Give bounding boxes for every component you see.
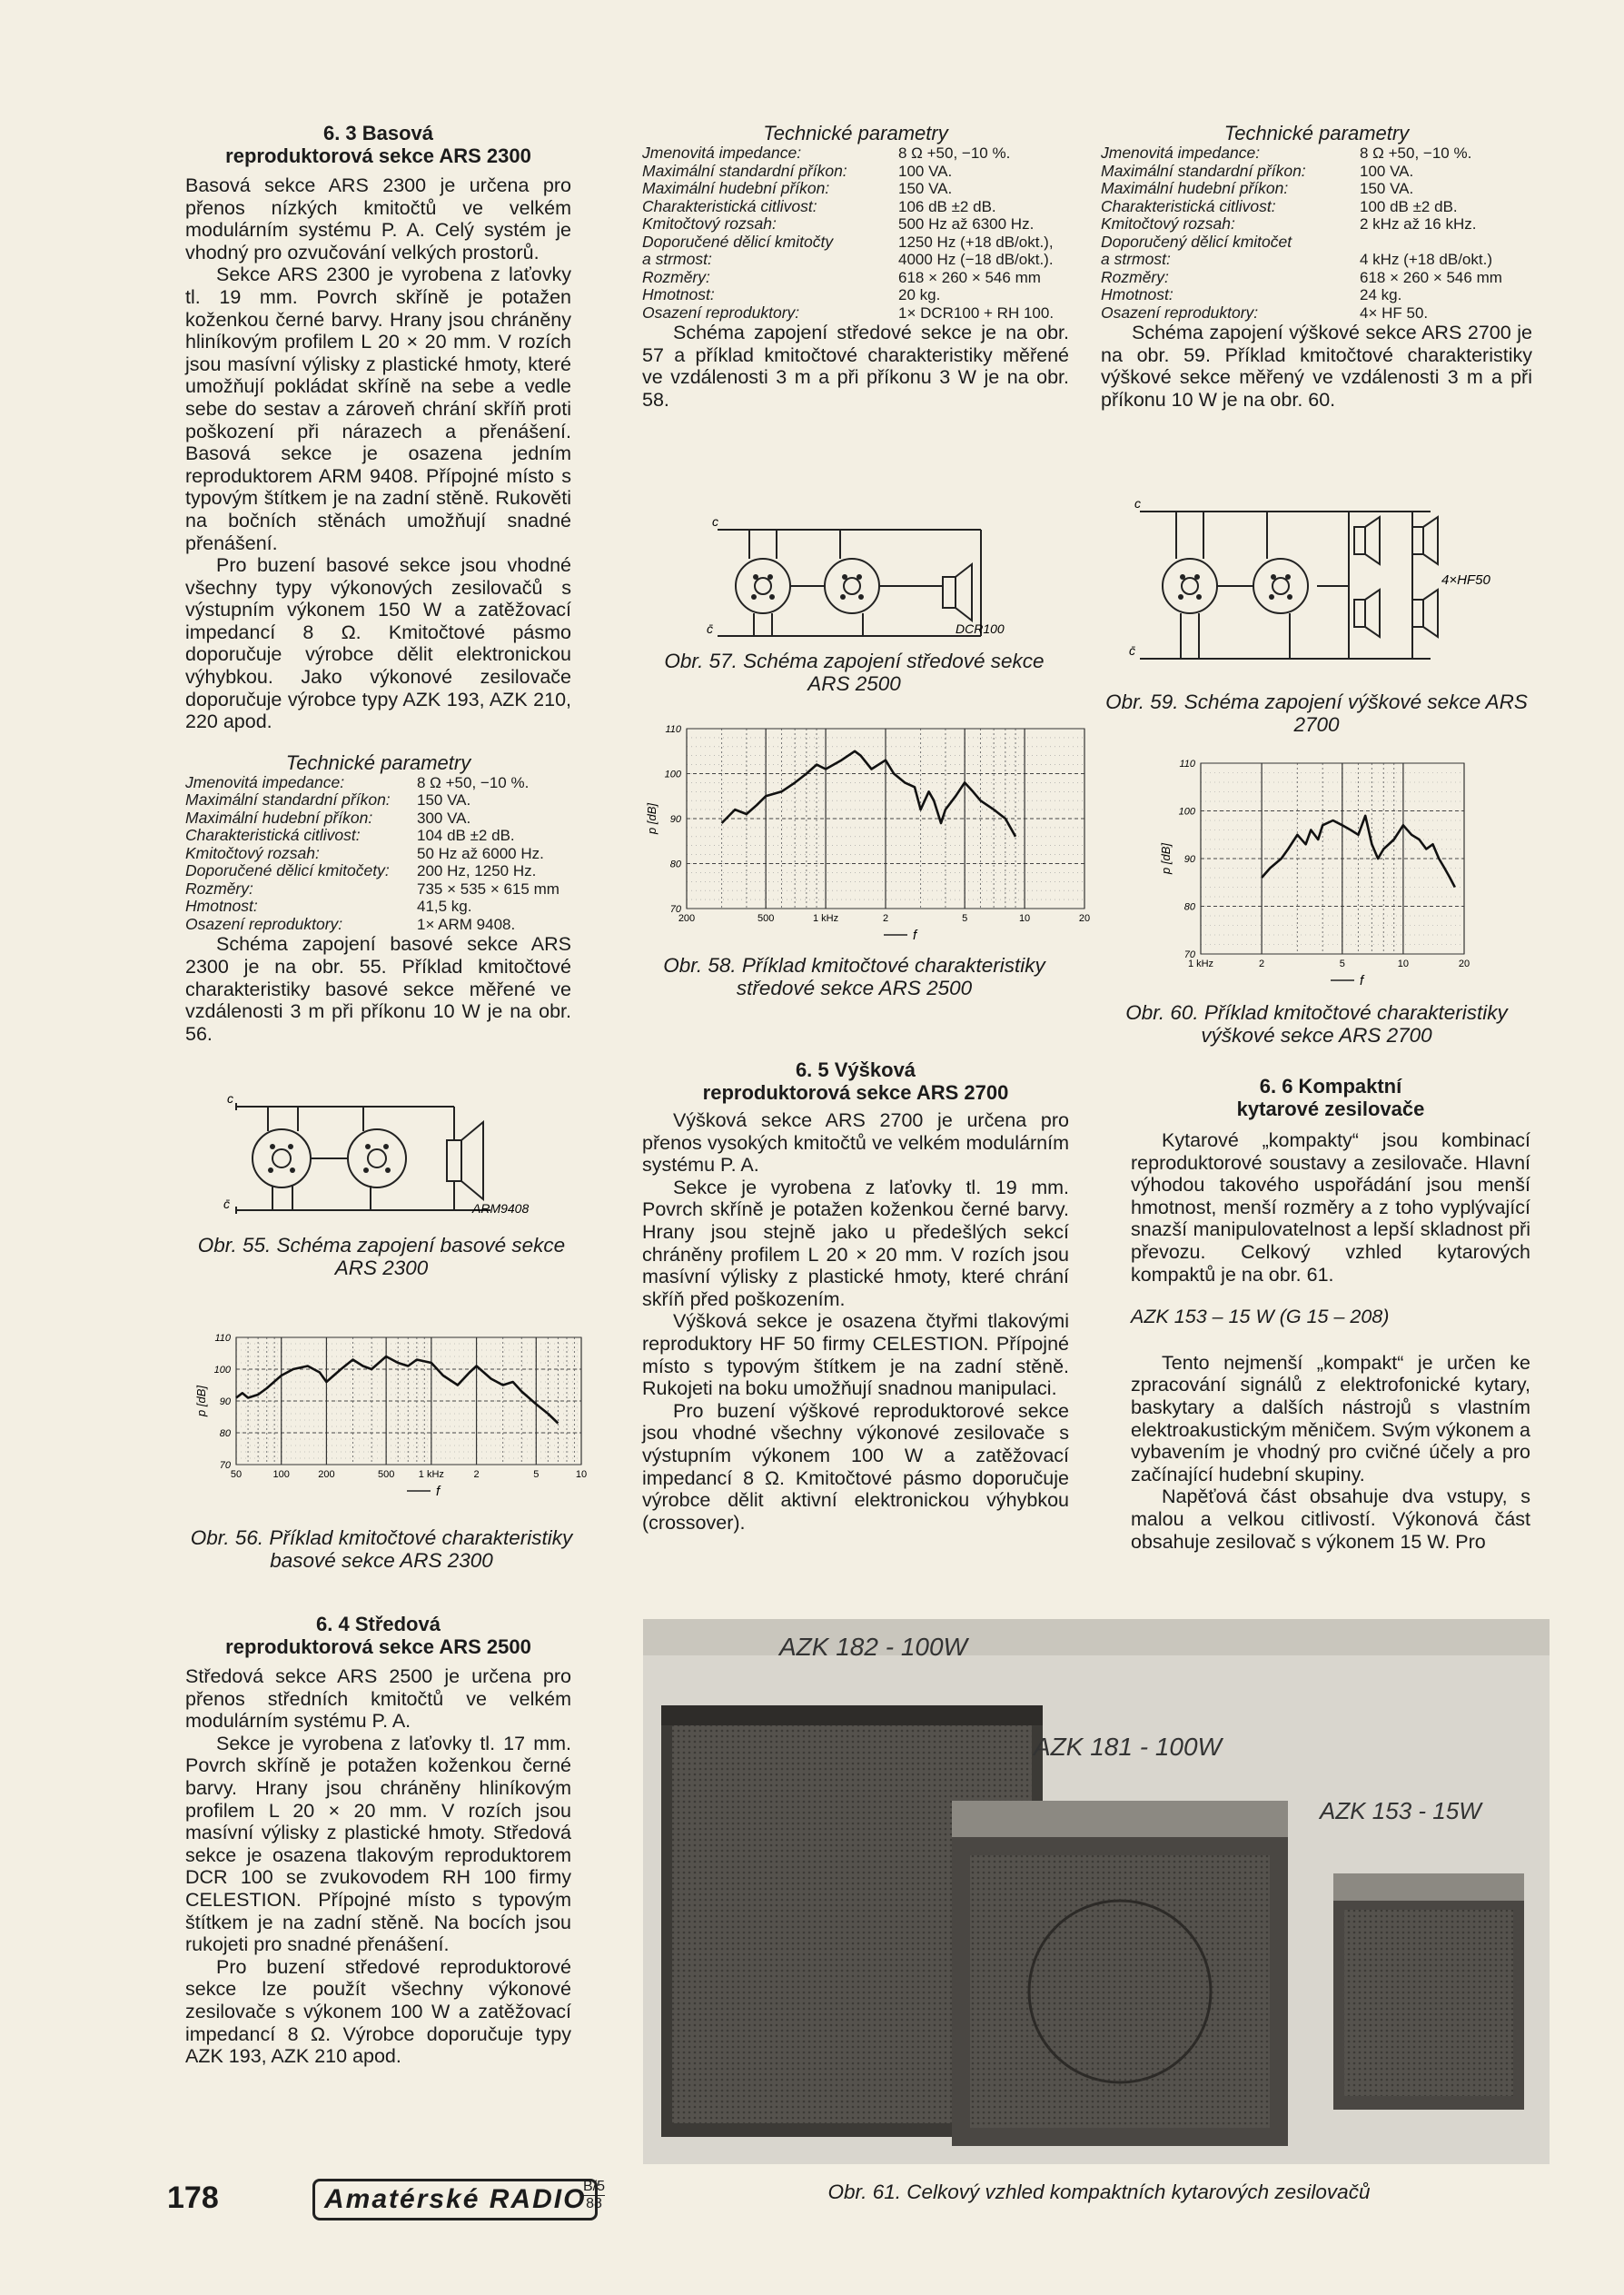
params-row: [1101, 304, 1532, 323]
chart-x-tick-label: 50: [230, 1469, 243, 1480]
chart-x-tick-label: 20: [1078, 913, 1091, 924]
param-value: 1250 Hz (+18 dB/okt.), 4000 Hz (−18 dB/okt.).: [898, 233, 1054, 268]
chart-x-axis-label: f: [1360, 973, 1364, 989]
chart-x-axis-label: f: [436, 1484, 441, 1499]
fig57-circuit: [699, 513, 1045, 645]
param-value: 150 VA.: [898, 180, 953, 197]
amplifiers-illustration: [643, 1619, 1550, 2164]
param-label: Doporučené dělicí kmitočty a strmost:: [642, 232, 834, 268]
chart-y-tick-label: 80: [669, 859, 681, 870]
high-section: [642, 1058, 1069, 1534]
param-label: Maximální standardní příkon:: [1101, 161, 1306, 180]
params-row: [642, 163, 1069, 181]
mid-paragraph: Středová sekce ARS 2500 je určena pro přenos středních kmitočtů ve velkém modulárním systému P. A.: [185, 1665, 571, 1733]
azk-paragraph: Napěťová část obsahuje dva vstupy, s malou a velkou citlivostí. Výkonová část obsahuje zesilovač s výkonem 15 W. Pro: [1131, 1485, 1530, 1553]
param-label: Rozměry:: [642, 267, 710, 286]
params-row: [1101, 180, 1532, 198]
params-row: [185, 916, 571, 934]
chart-y-tick-label: 80: [219, 1428, 231, 1439]
param-label: Maximální standardní příkon:: [642, 161, 847, 180]
chart-y-tick-label: 90: [669, 814, 681, 825]
photo-label-azk181: AZK 181 - 100W: [1034, 1733, 1222, 1761]
params-row: [1101, 198, 1532, 216]
circuit-c-label: c: [1134, 496, 1141, 511]
param-label: Jmenovitá impedance:: [185, 772, 345, 791]
param-value: 100 dB ±2 dB.: [1360, 197, 1458, 215]
chart-series-line: [1262, 816, 1455, 888]
param-label: Maximální hudební příkon:: [642, 179, 830, 197]
high-section-heading: 6. 5 Výšková reproduktorová sekce ARS 2700: [702, 1058, 1009, 1104]
photo-label-azk182: AZK 182 - 100W: [779, 1633, 967, 1661]
param-label: Doporučený dělicí kmitočet a strmost:: [1101, 232, 1292, 268]
chart-x-tick-label: 100: [272, 1469, 290, 1480]
chart-x-tick-label: 200: [318, 1469, 335, 1480]
combo-section-heading: 6. 6 Kompaktní kytarové zesilovače: [1236, 1075, 1425, 1120]
bass-params-table: [185, 774, 571, 934]
params-row: [642, 180, 1069, 198]
param-label: Osazení reproduktory:: [1101, 303, 1259, 322]
middle-column: [642, 122, 1069, 411]
param-value: 2 kHz až 16 kHz.: [1360, 215, 1477, 233]
fig56-chart: [182, 1328, 609, 1510]
param-value: 200 Hz, 1250 Hz.: [417, 862, 537, 880]
param-value: 104 dB ±2 dB.: [417, 827, 515, 845]
chart-x-tick-label: 5: [533, 1469, 540, 1480]
high-paragraph: Sekce je vyrobena z laťovky tl. 19 mm. Povrch skříně je potažen koženkou černé barvy. Hrany jsou stejně jako u předešlých sekcí chráněny profilem L 20 × 20 mm. V rozích jsou masívní výlisky z plastické hmoty, které chrání skříň před poškozením.: [642, 1176, 1069, 1310]
chart-y-tick-label: 80: [1183, 901, 1195, 913]
params-row: [642, 233, 1069, 269]
param-label: Maximální hudební příkon:: [1101, 179, 1289, 197]
high-schema-paragraph: Schéma zapojení výškové sekce ARS 2700 je na obr. 59. Příklad kmitočtové charakteristiky výškové sekce měřený ve vzdálenosti 3 m a při příkonu 10 W je na obr. 60.: [1101, 322, 1532, 411]
chart-x-tick-label: 20: [1458, 959, 1471, 969]
params-row: [1101, 215, 1532, 233]
chart-x-tick-label: 2: [882, 913, 889, 924]
chart-x-tick-label: 2: [473, 1469, 480, 1480]
left-column: [185, 122, 571, 1045]
azk-line: AZK 153 – 15 W (G 15 – 208): [1131, 1306, 1390, 1328]
high-paragraph: Výšková sekce ARS 2700 je určena pro přenos vysokých kmitočtů ve velkém modulárním systému P. A.: [642, 1109, 1069, 1177]
fig59-speaker-label: 4×HF50: [1441, 572, 1490, 588]
param-label: Hmotnost:: [185, 897, 258, 916]
params-row: [642, 198, 1069, 216]
param-value: 618 × 260 × 546 mm: [1360, 268, 1502, 286]
fig59-caption: Obr. 59. Schéma zapojení výškové sekce ARS 2700: [1105, 690, 1528, 736]
circuit-c-bar-label: c̄: [223, 1197, 230, 1211]
chart-x-tick-label: 10: [575, 1469, 588, 1480]
chart-x-tick-label: 5: [1339, 959, 1345, 969]
azk181-cabinet: [952, 1801, 1288, 2146]
chart-x-axis-label: f: [913, 928, 917, 943]
param-label: Charakteristická citlivost:: [185, 826, 361, 845]
bass-section-heading: 6. 3 Basová reproduktorová sekce ARS 2300: [225, 122, 531, 167]
param-value: 300 VA.: [417, 809, 471, 827]
params-row: [185, 880, 571, 899]
param-label: Hmotnost:: [642, 285, 715, 303]
circuit-c-label: c: [712, 514, 718, 529]
mid-schema-paragraph: Schéma zapojení středové sekce je na obr. 57 a příklad kmitočtové charakteristiky měřené ve vzdálenosti 3 m a při příkonu 3 W je na obr. 58.: [642, 322, 1069, 411]
param-label: Jmenovitá impedance:: [642, 144, 802, 162]
chart-y-axis-label: p [dB]: [194, 1386, 208, 1416]
high-paragraph: Pro buzení výškové reproduktorové sekce jsou vhodné všechny výkonové zesilovače s výstupním výkonem 100 W a zatěžovací impedancí 8 Ω. Kmitočtové pásmo doporučuje výrobce dělit aktivní elektronickou výhybkou (crossover).: [642, 1399, 1069, 1534]
mid-paragraph: Pro buzení středové reproduktorové sekce lze použít všechny výkonové zesilovače s výkonem 100 W a zatěžovací impedancí 8 Ω. Výrobce doporučuje typy AZK 193, AZK 210 apod.: [185, 1955, 571, 2068]
chart-y-axis-label: p [dB]: [645, 803, 659, 834]
fig61-caption: Obr. 61. Celkový vzhled kompaktních kytarových zesilovačů: [827, 2181, 1371, 2203]
magazine-logo-text: Amatérské RADIO: [324, 2184, 587, 2214]
param-value: 8 Ω +50, −10 %.: [898, 144, 1011, 162]
param-value: 1× ARM 9408.: [417, 915, 516, 933]
param-value: 20 kg.: [898, 286, 941, 303]
param-value: 4 kHz (+18 dB/okt.): [1360, 251, 1492, 268]
bass-paragraph: Pro buzení basové sekce jsou vhodné všechny typy výkonových zesilovačů s výstupním výkonem 150 W a zatěžovací impedancí 8 Ω. Kmitočtové pásmo doporučuje výrobce dělit elektronickou výhybkou. Jako výkonové zesilovače doporučuje výrobce typy AZK 193, AZK 210, 220 apod.: [185, 554, 571, 733]
chart-y-tick-label: 90: [1183, 854, 1195, 865]
chart-x-tick-label: 5: [962, 913, 968, 924]
chart-y-tick-label: 70: [669, 904, 681, 915]
params-row: [1101, 233, 1532, 269]
mid-section: [185, 1613, 571, 2068]
param-label: Charakteristická citlivost:: [642, 196, 817, 215]
issue-label: B/5: [583, 2179, 606, 2194]
params-row: [185, 845, 571, 863]
circuit-c-label: c: [227, 1091, 233, 1106]
chart-x-tick-label: 10: [1018, 913, 1031, 924]
param-value: 50 Hz až 6000 Hz.: [417, 844, 544, 862]
bass-schema-paragraph: Schéma zapojení basové sekce ARS 2300 je na obr. 55. Příklad kmitočtové charakteristiky basové sekce měřené ve vzdálenosti 3 m při příkonu 10 W je na obr. 56.: [185, 933, 571, 1045]
params-row: [1101, 269, 1532, 287]
param-value: 1× DCR100 + RH 100.: [898, 303, 1055, 322]
high-paragraph: Výšková sekce je osazena čtyřmi tlakovými reproduktory HF 50 firmy CELESTION. Přípojné místo s typovým štítkem je na zadní stěně. Rukojeti na boku umožňují snadnou manipulaci.: [642, 1310, 1069, 1400]
param-value: 100 VA.: [1360, 162, 1414, 180]
fig58-chart: [639, 709, 1112, 945]
params-row: [1101, 286, 1532, 304]
params-row: [185, 827, 571, 845]
chart-x-tick-label: 1 kHz: [418, 1469, 444, 1480]
right-column: [1101, 122, 1532, 411]
combo-section: [1131, 1075, 1530, 1553]
circuit-c-bar-label: c̄: [1129, 643, 1135, 658]
chart-y-tick-label: 100: [1178, 806, 1195, 818]
chart-y-tick-label: 110: [1179, 759, 1195, 770]
issue-number: [583, 2179, 605, 2212]
fig61-photo: [643, 1619, 1550, 2164]
param-label: Rozměry:: [185, 879, 253, 898]
params-row: [185, 774, 571, 792]
combo-paragraph: Kytarové „kompakty“ jsou kombinací reproduktorové soustavy a zesilovače. Hlavní výhodou takového uspořádání jsou menší hmotnost, menší rozměry a z toho vyplývající snazší manipulovatelnost a lepší skladnost při převozu. Celkový vzhled kytarových kompaktů je na obr. 61.: [1131, 1129, 1530, 1286]
param-value: 500 Hz až 6300 Hz.: [898, 215, 1035, 233]
fig57-speaker-label: DCR100: [956, 621, 1005, 636]
param-label: Maximální hudební příkon:: [185, 808, 373, 827]
params-row: [642, 215, 1069, 233]
param-value: 618 × 260 × 546 mm: [898, 268, 1041, 286]
page-number: 178: [167, 2181, 219, 2215]
param-value: 8 Ω +50, −10 %.: [417, 773, 530, 791]
param-label: Jmenovitá impedance:: [1101, 144, 1261, 162]
params-title: Technické parametry: [1223, 122, 1410, 144]
chart-series-line: [236, 1356, 558, 1424]
param-label: Osazení reproduktory:: [185, 914, 343, 933]
fig59-circuit: [1122, 495, 1540, 668]
azk153-cabinet: [1333, 1873, 1524, 2110]
fig55-circuit: [218, 1090, 563, 1217]
param-value: 24 kg.: [1360, 286, 1402, 303]
chart-x-tick-label: 1 kHz: [813, 913, 839, 924]
param-label: Hmotnost:: [1101, 285, 1173, 303]
bass-paragraph: Basová sekce ARS 2300 je určena pro přenos nízkých kmitočtů ve velkém modulárním systému P. A. Celý systém je vhodný pro ozvučování velkých prostorů.: [185, 174, 571, 263]
param-value: 106 dB ±2 dB.: [898, 197, 996, 215]
chart-y-axis-label: p [dB]: [1159, 843, 1173, 874]
chart-y-tick-label: 100: [664, 769, 681, 780]
params-row: [185, 791, 571, 810]
params-row: [642, 144, 1069, 163]
fig55-caption: Obr. 55. Schéma zapojení basové sekce ARS 2300: [197, 1234, 566, 1279]
params-row: [185, 810, 571, 828]
param-value: 150 VA.: [1360, 180, 1414, 197]
params-row: [1101, 163, 1532, 181]
chart-x-tick-label: 500: [757, 913, 775, 924]
chart-x-tick-label: 10: [1397, 959, 1410, 969]
chart-x-tick-label: 1 kHz: [1187, 959, 1214, 969]
param-label: Kmitočtový rozsah:: [185, 843, 320, 862]
photo-label-azk153: AZK 153 - 15W: [1320, 1797, 1481, 1824]
chart-x-tick-label: 500: [377, 1469, 395, 1480]
param-label: Osazení reproduktory:: [642, 303, 800, 322]
params-title: Technické parametry: [285, 750, 471, 774]
fig56-caption: Obr. 56. Příklad kmitočtové charakteristiky basové sekce ARS 2300: [190, 1526, 573, 1572]
param-value: 4× HF 50.: [1360, 303, 1429, 322]
param-label: Charakteristická citlivost:: [1101, 196, 1276, 215]
params-row: [642, 304, 1069, 323]
param-value: 41,5 kg.: [417, 898, 472, 916]
param-label: Kmitočtový rozsah:: [1101, 214, 1235, 233]
chart-y-tick-label: 90: [219, 1396, 231, 1407]
param-value: 100 VA.: [898, 162, 953, 180]
param-value: 735 × 535 × 615 mm: [417, 879, 559, 898]
param-label: Rozměry:: [1101, 267, 1169, 286]
chart-x-tick-label: 2: [1259, 959, 1265, 969]
chart-y-tick-label: 100: [213, 1365, 231, 1376]
chart-y-tick-label: 70: [219, 1460, 231, 1471]
circuit-c-bar-label: c̄: [707, 621, 713, 636]
fig57-caption: Obr. 57. Schéma zapojení středové sekce ARS 2500: [664, 650, 1045, 695]
high-params-table: [1101, 144, 1532, 322]
mid-section-heading: 6. 4 Středová reproduktorová sekce ARS 2500: [225, 1613, 531, 1658]
magazine-logo: [312, 2179, 598, 2220]
params-row: [642, 286, 1069, 304]
param-value: 150 VA.: [417, 791, 471, 810]
params-row: [642, 269, 1069, 287]
chart-y-tick-label: 110: [665, 724, 681, 735]
params-row: [1101, 144, 1532, 163]
bass-paragraph: Sekce ARS 2300 je vyrobena z laťovky tl. 19 mm. Povrch skříně je potažen koženkou černé barvy. Hrany jsou chráněny hliníkovým profilem L 20 × 20 mm. V rozích jsou masívní výlisky z plastické hmoty, které umožňují pokládat skříně na sebe a vedle sebe do sestav a zároveň chrání skříň proti poškození při nárazech a přenášení. Basová sekce je osazena jedním reproduktorem ARM 9408. Přípojné místo s typovým štítkem je na zadní stěně. Rukověti na bočních stěnách umožňují snadné přenášení.: [185, 263, 571, 554]
issue-year: 88: [586, 2196, 602, 2211]
azk-paragraph: Tento nejmenší „kompakt“ je určen ke zpracování signálů z elektrofonické kytary, baskytary a dalších nástrojů s vlastním elektroakustickým měničem. Svým výkonem a vybavením je vhodný pro cvičné účely a pro začínající hudební skupiny.: [1131, 1351, 1530, 1485]
params-title: Technické parametry: [763, 122, 948, 144]
chart-y-tick-label: 110: [214, 1333, 231, 1344]
param-value: 8 Ω +50, −10 %.: [1360, 144, 1472, 162]
fig55-speaker-label: ARM9408: [472, 1201, 530, 1216]
chart-y-tick-label: 70: [1183, 949, 1195, 960]
params-row: [185, 862, 571, 880]
param-label: Kmitočtový rozsah:: [642, 214, 777, 233]
mid-params-table: [642, 144, 1069, 322]
params-row: [185, 898, 571, 916]
fig60-chart: [1119, 745, 1500, 990]
param-label: Maximální standardní příkon:: [185, 790, 391, 810]
chart-x-tick-label: 200: [678, 913, 696, 924]
mid-paragraph: Sekce je vyrobena z laťovky tl. 17 mm. Povrch skříně je potažen koženkou černé barvy. Hrany jsou chráněny hliníkovým profilem L 20 × 20 mm. V rozích jsou masívní výlisky z plastické hmoty. Středová sekce je osazena tlakovým reproduktorem DCR 100 se zvukovodem RH 100 firmy CELESTION. Přípojné místo s typovým štítkem je na zadní stěně. Na bocích jsou rukojeti pro snadné přenášení.: [185, 1732, 571, 1956]
fig58-caption: Obr. 58. Příklad kmitočtové charakteristiky středové sekce ARS 2500: [663, 954, 1045, 999]
fig60-caption: Obr. 60. Příklad kmitočtové charakteristiky výškové sekce ARS 2700: [1125, 1001, 1508, 1047]
param-label: Doporučené dělicí kmitočety:: [185, 861, 390, 880]
